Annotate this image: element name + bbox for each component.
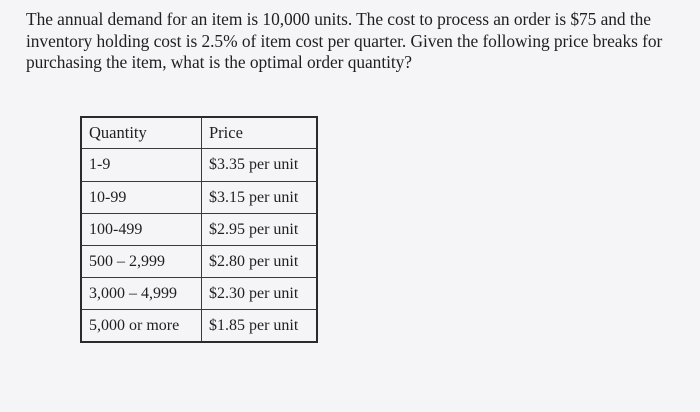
price-breaks-table (80, 116, 318, 343)
price-cell: $3.15 per unit (202, 182, 318, 214)
table-row (81, 214, 317, 246)
question-text: The annual demand for an item is 10,000 units. The cost to process an order is $75 and the inventory holding cost is 2.5% of item cost per quarter. Given the following price breaks for purchasing the item, what is the optimal order quantity? (26, 9, 663, 72)
table-row (81, 310, 317, 343)
quantity-cell: 500 – 2,999 (81, 246, 202, 278)
quantity-cell: 5,000 or more (81, 310, 202, 343)
price-column-header: Price (202, 117, 318, 149)
price-cell: $2.95 per unit (202, 214, 318, 246)
table-header-row (81, 117, 317, 149)
quantity-cell: 10-99 (81, 182, 202, 214)
quantity-cell: 1-9 (81, 149, 202, 182)
quantity-cell: 3,000 – 4,999 (81, 278, 202, 310)
table-row (81, 182, 317, 214)
price-cell: $3.35 per unit (202, 149, 318, 182)
table-row (81, 278, 317, 310)
price-cell: $1.85 per unit (202, 310, 318, 343)
table-row (81, 149, 317, 182)
price-cell: $2.30 per unit (202, 278, 318, 310)
table-row (81, 246, 317, 278)
price-cell: $2.80 per unit (202, 246, 318, 278)
quantity-cell: 100-499 (81, 214, 202, 246)
quantity-column-header: Quantity (81, 117, 202, 149)
